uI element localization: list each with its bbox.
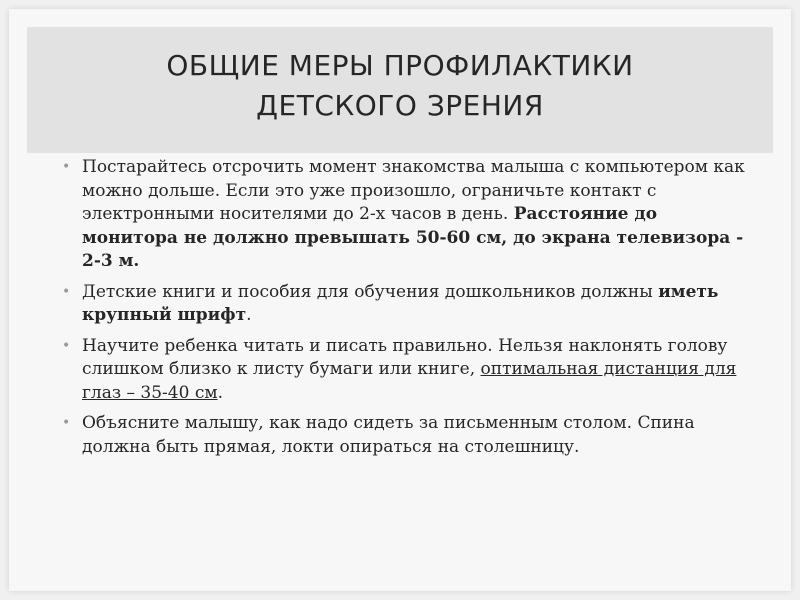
item-2-text: Детские книги и пособия для обучения дошкольников должны <box>82 281 659 302</box>
item-1-bold-text: Расстояние до монитора не должно превышать 50-60 см, до экрана телевизора - 2-3 м. <box>82 204 744 271</box>
bullet-list <box>62 156 752 466</box>
bullet-icon: • <box>62 337 71 354</box>
list-item <box>62 412 752 459</box>
list-item <box>62 335 752 406</box>
item-2-end: . <box>246 305 252 325</box>
bullet-icon: • <box>62 283 71 300</box>
bullet-icon: • <box>62 415 71 431</box>
slide-title-line-2: ДЕТСКОГО ЗРЕНИЯ <box>256 89 544 122</box>
slide-title-line-1: ОБЩИЕ МЕРЫ ПРОФИЛАКТИКИ <box>166 49 634 82</box>
list-item <box>62 281 752 328</box>
item-3-underlined-text: оптимальная дистанция для глаз – 35-40 см <box>82 359 737 403</box>
item-4-text: Объясните малышу, как надо сидеть за письменным столом. Спина должна быть прямая, локти опираться на столешницу. <box>82 413 695 457</box>
item-3-end: . <box>217 382 223 403</box>
list-item <box>62 156 752 274</box>
slide-title <box>60 46 740 126</box>
item-2-bold-text: иметь крупный шрифт <box>82 281 719 325</box>
item-1-text: Постарайтесь отсрочить момент знакомства малыша с компьютером как можно дольше. Если это уже произошло, ограничьте контакт с электронными носителями до 2-х часов в день. <box>82 157 745 224</box>
item-3-text: Научите ребенка читать и писать правильно. Нельзя наклонять голову слишком близко к листу бумаги или книге, <box>82 335 728 379</box>
bullet-icon: • <box>62 159 71 175</box>
